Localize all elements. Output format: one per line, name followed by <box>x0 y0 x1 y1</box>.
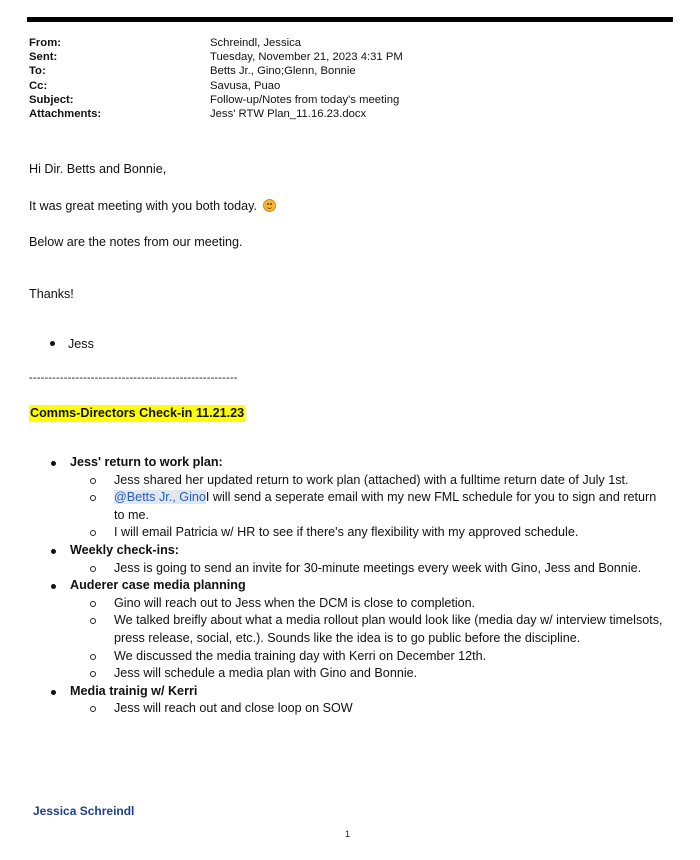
bullet-icon <box>50 341 55 346</box>
header-subject-row <box>29 93 403 107</box>
header-to-row <box>29 64 403 78</box>
section-title: Comms-Directors Check-in 11.21.23 <box>30 406 245 420</box>
greeting: Hi Dir. Betts and Bonnie, <box>29 162 167 176</box>
cc-value: Savusa, Puao <box>210 79 281 92</box>
attachments-label: Attachments: <box>29 108 102 121</box>
sent-value: Tuesday, November 21, 2023 4:31 PM <box>210 51 403 64</box>
smiley-face-icon <box>263 199 276 212</box>
note-item: Jess will reach out and close loop on SOW <box>48 700 668 718</box>
note-item: We discussed the media training day with Kerri on December 12th. <box>48 648 668 666</box>
to-label: To: <box>29 65 46 78</box>
attachment-link[interactable]: Jess' RTW Plan_11.16.23.docx <box>210 108 367 121</box>
note-topic: Media trainig w/ Kerri <box>48 683 668 701</box>
sent-label: Sent: <box>29 51 58 64</box>
note-item-text: I will send a seperate email with my new FML schedule for you to sign and return to me. <box>114 490 657 522</box>
email-header <box>29 36 403 121</box>
note-item: Gino will reach out to Jess when the DCM is close to completion. <box>48 595 668 613</box>
page-number: 1 <box>345 829 351 839</box>
signoff-text: Jess <box>68 337 94 351</box>
mention-link[interactable]: @Betts Jr., Gino <box>114 490 206 505</box>
to-value: Betts Jr., Gino;Glenn, Bonnie <box>210 65 356 78</box>
divider-line: ------------------------------------------------------ <box>29 372 238 384</box>
from-label: From: <box>29 37 62 49</box>
header-from-row <box>29 36 403 50</box>
note-item: I will email Patricia w/ HR to see if there's any flexibility with my approved schedule. <box>48 524 668 542</box>
note-item: Jess is going to send an invite for 30-minute meetings every week with Gino, Jess and Bonnie. <box>48 560 668 578</box>
signature-name: Jessica Schreindl <box>33 804 135 818</box>
note-topic: Weekly check-ins: <box>48 542 668 560</box>
note-topic: Jess' return to work plan: <box>48 454 668 472</box>
note-item: Jess shared her updated return to work plan (attached) with a fulltime return date of July 1st. <box>48 472 668 490</box>
signoff-bullet <box>50 336 94 352</box>
body-line-1-text: It was great meeting with you both today. <box>29 199 257 213</box>
subject-value: Follow-up/Notes from today's meeting <box>210 93 400 106</box>
body-line-1 <box>29 198 276 214</box>
from-value: Schreindl, Jessica <box>210 37 302 49</box>
body-line-2: Below are the notes from our meeting. <box>29 235 243 249</box>
meeting-notes-list <box>48 454 668 718</box>
note-item: Jess will schedule a media plan with Gino and Bonnie. <box>48 665 668 683</box>
top-rule <box>27 17 673 22</box>
cc-label: Cc: <box>29 79 48 92</box>
header-sent-row <box>29 50 403 64</box>
thanks-text: Thanks! <box>29 287 74 301</box>
subject-label: Subject: <box>29 93 74 106</box>
header-attachments-row <box>29 107 403 121</box>
note-item: We talked breifly about what a media rollout plan would look like (media day w/ interview timelsots, press release, social, etc.). Sounds like the idea is to go public before the discipline. <box>48 612 668 647</box>
note-topic: Auderer case media planning <box>48 577 668 595</box>
note-item <box>48 489 668 524</box>
header-cc-row <box>29 79 403 93</box>
